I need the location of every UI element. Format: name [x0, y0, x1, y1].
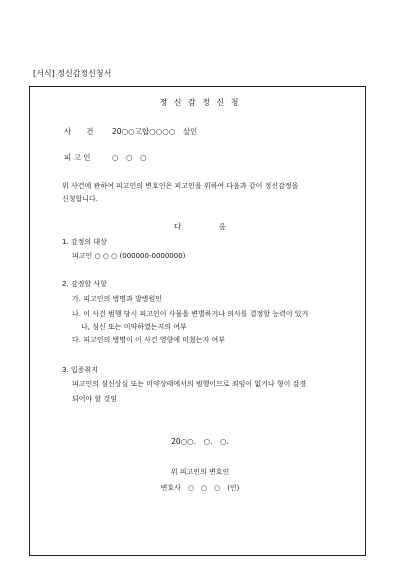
section-2-title: 2. 감정할 사항 — [62, 280, 107, 288]
intro-line-2: 신청합니다. — [62, 195, 99, 203]
section-2-item-da: 다. 피고인의 병명이 이 사건 영향에 미쳤는지 여부 — [72, 336, 226, 344]
section-1-body: 피고인 ○ ○ ○ (000000-0000000) — [72, 252, 186, 260]
section-3-line-2: 되어야 할 것임 — [72, 395, 118, 403]
form-caption: [서식] 정신감정신청서 — [33, 69, 112, 78]
section-2-item-na-line-1: 나. 이 사건 범행 당시 피고인이 사물을 변별하거나 의사를 결정할 능력이 있거 — [72, 310, 309, 318]
document-title: 정 신 감 정 신 청 — [159, 98, 241, 107]
defendant-label: 피 고 인 — [64, 153, 91, 162]
date: 20○○. ○. ○. — [171, 437, 229, 446]
section-3-line-1: 피고인의 심신상실 또는 미약상태에서의 범행이므로 죄임이 없거나 형이 감경 — [72, 380, 307, 388]
section-2-item-ga: 가. 피고인의 병명과 발병원인 — [72, 295, 163, 303]
case-value: 20○○고합○○○○ 살인 — [112, 127, 198, 136]
signer: 변호사 ○ ○ ○ (인) — [160, 484, 240, 492]
case-label: 사 건 — [64, 127, 94, 136]
following-heading: 다 음 — [174, 222, 226, 231]
section-2-item-na-line-2: 나, 심신 또는 미약하였는지의 여부 — [81, 323, 187, 331]
defendant-value: ○ ○ ○ — [112, 153, 147, 162]
intro-line-1: 위 사건에 관하여 피고인의 변호인은 피고인을 위하여 다음과 같이 정신감정을 — [62, 182, 299, 190]
section-1-title: 1. 감정의 대상 — [62, 238, 107, 246]
signer-role: 위 피고인의 변호인 — [170, 468, 230, 476]
section-3-title: 3. 입증취지 — [62, 366, 98, 374]
